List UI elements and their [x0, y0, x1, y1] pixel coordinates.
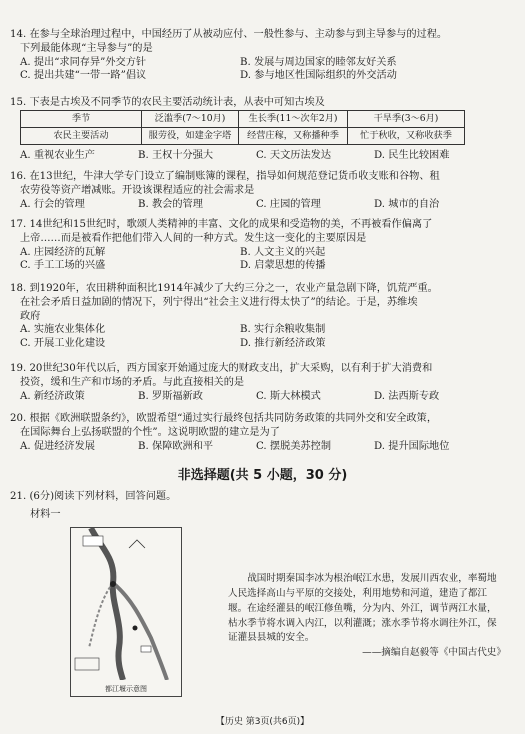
q17-stem-line2: 上帝……而是被看作把他们带入人间的一种方式。发生这一变化的主要原因是	[20, 232, 367, 244]
q14-option-a[interactable]: A. 提出“求同存异”外交方针	[20, 56, 147, 68]
material-label: 材料一	[30, 509, 61, 520]
q19-option-d[interactable]: D. 法西斯专政	[374, 390, 440, 402]
q18-option-b[interactable]: B. 实行余粮收集制	[240, 324, 326, 336]
table-cell: 生长季(11～次年2月)	[239, 110, 348, 127]
q14-option-b[interactable]: B. 发展与周边国家的睦邻友好关系	[240, 56, 397, 68]
question-16	[10, 170, 515, 211]
q19-stem-line2: 投资，缓和生产和市场的矛盾。与此直接相关的是	[20, 376, 245, 388]
q20-options	[20, 440, 515, 454]
q17-options	[20, 246, 515, 274]
q18-option-a[interactable]: A. 实施农业集体化	[20, 324, 106, 336]
q20-stem-line2: 在国际舞台上弘扬联盟的个性”。这说明欧盟的建立是为了	[20, 426, 280, 438]
q18-stem-line2: 在社会矛盾日益加剧的情况下，列宁得出“社会主义进行得太快了”的结论。于是，苏维埃	[20, 296, 418, 308]
q14-option-c[interactable]: C. 提出共建“一带一路”倡议	[20, 70, 147, 82]
q14-stem-line2: 下列最能体现“主导参与”的是	[20, 42, 153, 54]
q16-option-d[interactable]: D. 城市的自治	[374, 198, 440, 210]
question-19	[10, 362, 515, 403]
q16-options	[20, 198, 515, 212]
q20-option-d[interactable]: D. 提升国际地位	[374, 440, 450, 452]
q15-stem: 15. 下表是古埃及不同季节的农民主要活动统计表，从表中可知古埃及	[10, 97, 325, 108]
q16-option-a[interactable]: A. 行会的管理	[20, 198, 85, 210]
season-activity-table	[20, 110, 465, 145]
q19-options	[20, 390, 515, 404]
table-cell: 农民主要活动	[21, 127, 142, 144]
q16-stem-line2: 农劳役等资产增减账。开设该课程适应的社会需求是	[20, 184, 255, 196]
q14-options	[20, 56, 515, 84]
q17-stem-line1: 17. 14世纪和15世纪时，歌颂人类精神的丰富、文化的成果和受造物的美，不再被看作偏离了	[10, 219, 433, 230]
q17-option-d[interactable]: D. 启蒙思想的传播	[240, 260, 326, 272]
q15-option-d[interactable]: D. 民生比较困难	[374, 149, 450, 161]
table-cell: 泛滥季(7～10月)	[142, 110, 239, 127]
q16-stem-line1: 16. 在13世纪，牛津大学专门设立了编制账簿的课程，指导如何规范登记货币收支账和谷物、租	[10, 171, 440, 182]
q14-option-d[interactable]: D. 参与地区性国际组织的外交活动	[240, 70, 397, 82]
table-cell: 忙于秋收，又称收获季	[348, 127, 465, 144]
quote-text: 战国时期秦国李冰为根治岷江水患，发展川西农业，率蜀地人民选择高山与平原的交接处，利用地势和河道，建造了都江堰。在途经灌县的岷江修鱼嘴，分为内、外江，调节两江水量，枯水季节将水调入内江，以利灌溉；涨水季节将水调往外江，保证灌县县城的安全。	[228, 573, 497, 644]
question-14	[10, 28, 515, 83]
table-cell: 干旱季(3～6月)	[348, 110, 465, 127]
q17-option-a[interactable]: A. 庄园经济的瓦解	[20, 246, 106, 258]
q18-stem-line1: 18. 到1920年，农田耕种面积比1914年减少了大约三分之一，农业产量急剧下降，饥荒严重。	[10, 283, 438, 294]
q15-option-c[interactable]: C. 天文历法发达	[256, 149, 332, 161]
q20-option-b[interactable]: B. 保障欧洲和平	[138, 440, 214, 452]
q15-option-a[interactable]: A. 重视农业生产	[20, 149, 95, 161]
river-map-icon	[71, 528, 181, 680]
q17-option-c[interactable]: C. 手工工场的兴盛	[20, 260, 106, 272]
table-cell: 经营庄稼，又称播种季	[239, 127, 348, 144]
question-17	[10, 218, 515, 273]
q16-option-b[interactable]: B. 教会的管理	[138, 198, 203, 210]
question-21-stem: 21. (6分)阅读下列材料，回答问题。	[10, 491, 177, 502]
q20-option-c[interactable]: C. 摆脱美苏控制	[256, 440, 332, 452]
question-18	[10, 282, 515, 351]
map-caption: 都江堰示意图	[105, 684, 147, 693]
section-title: 非选择题(共 5 小题，30 分)	[177, 468, 348, 483]
q18-options	[20, 323, 515, 351]
page-footer: 【历史 第3页(共6页)】	[215, 717, 310, 727]
question-20	[10, 412, 515, 453]
q20-option-a[interactable]: A. 促进经济发展	[20, 440, 95, 452]
q18-option-d[interactable]: D. 推行新经济政策	[240, 338, 326, 350]
q19-stem-line1: 19. 20世纪30年代以后，西方国家开始通过庞大的财政支出，扩大采购，以有利于扩大消费和	[10, 363, 433, 374]
table-cell: 服劳役，如建金字塔	[142, 127, 239, 144]
material-quote	[228, 572, 506, 661]
q19-option-b[interactable]: B. 罗斯福新政	[138, 390, 203, 402]
q18-option-c[interactable]: C. 开展工业化建设	[20, 338, 106, 350]
q20-stem-line1: 20. 根据《欧洲联盟条约》，欧盟希望“通过实行最终包括共同防务政策的共同外交和安全政策，	[10, 413, 438, 424]
q17-option-b[interactable]: B. 人文主义的兴起	[240, 246, 326, 258]
dujiangyan-map	[70, 527, 182, 697]
table-row	[21, 110, 465, 127]
quote-source: ——摘编自赵毅等《中国古代史》	[362, 647, 506, 659]
q19-option-a[interactable]: A. 新经济政策	[20, 390, 85, 402]
q19-option-c[interactable]: C. 斯大林模式	[256, 390, 321, 402]
q16-option-c[interactable]: C. 庄园的管理	[256, 198, 321, 210]
table-cell: 季节	[21, 110, 142, 127]
table-row	[21, 127, 465, 144]
q18-stem-line3: 政府	[20, 310, 41, 322]
q15-options	[20, 149, 515, 163]
q15-option-b[interactable]: B. 王权十分强大	[138, 149, 214, 161]
q14-stem-line1: 14. 在参与全球治理过程中，中国经历了从被动应付、一般性参与、主动参与到主导参与的过程。	[10, 29, 448, 40]
question-15	[10, 96, 515, 163]
